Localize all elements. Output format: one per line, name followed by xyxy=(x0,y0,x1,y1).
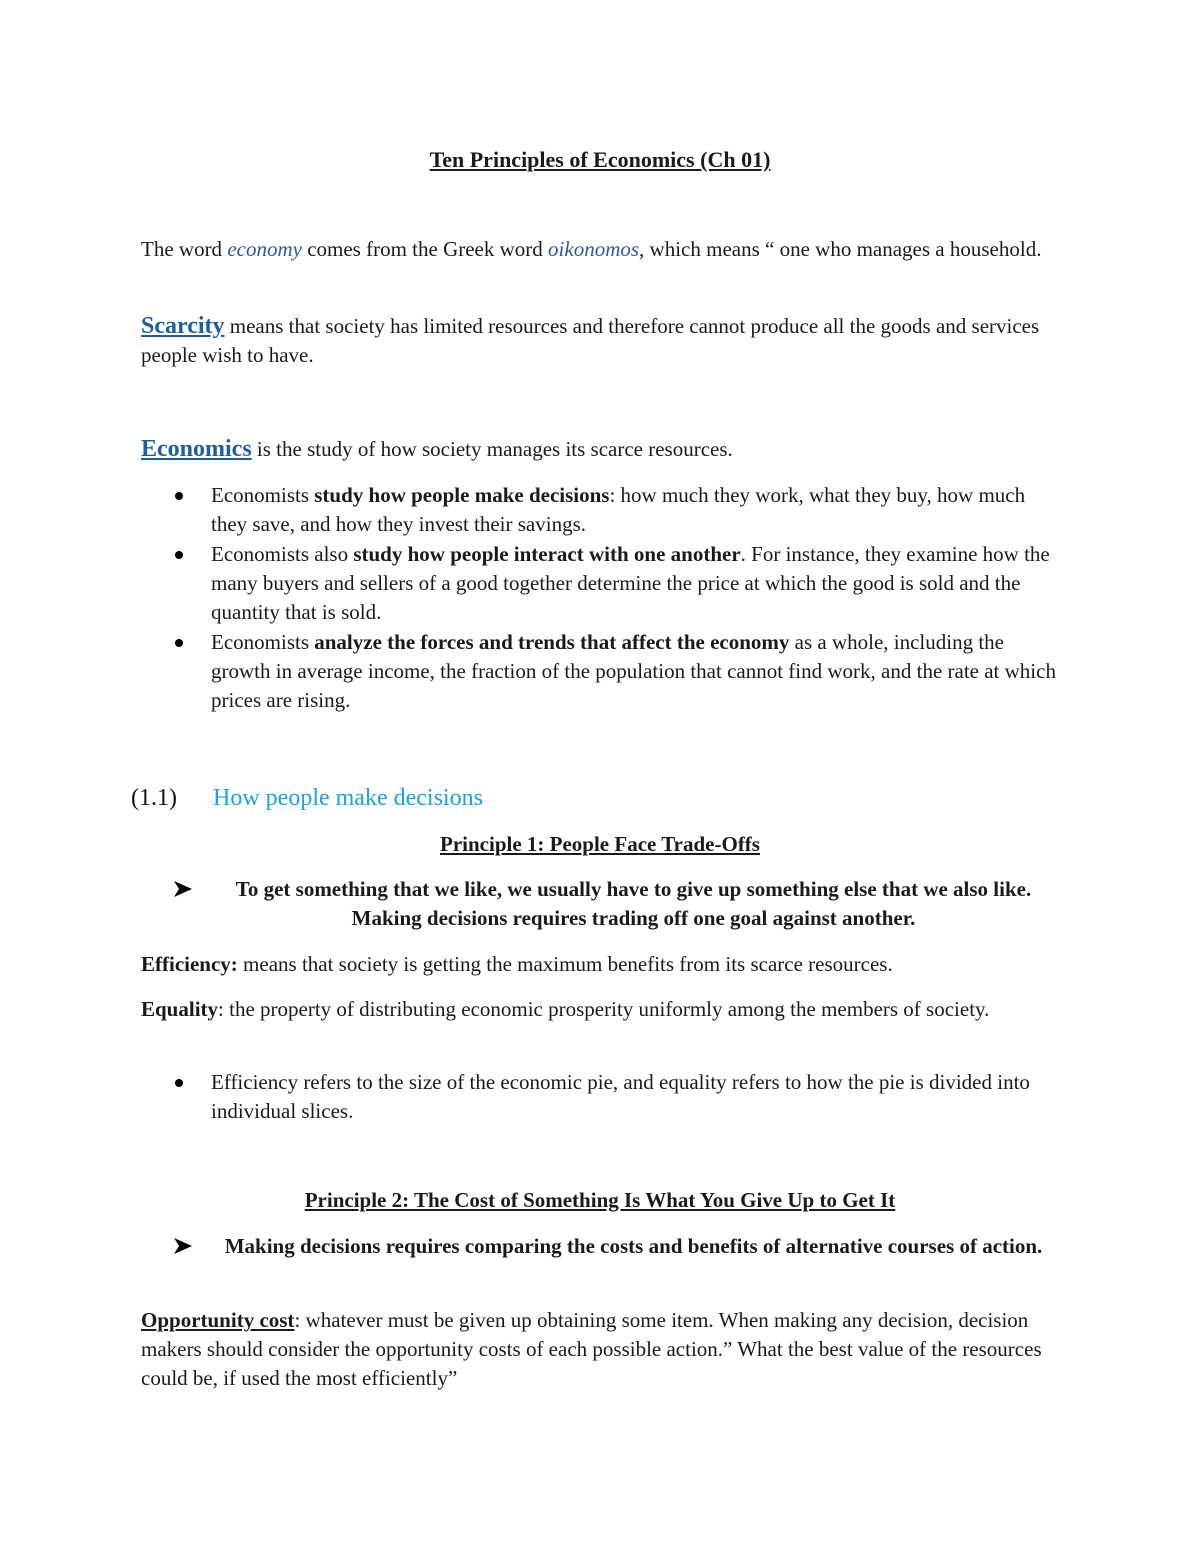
efficiency-definition: Efficiency: means that society is getting the maximum benefits from its scarce resources. xyxy=(141,952,893,976)
bullet-dot-icon xyxy=(175,639,183,647)
list-item: Economists also study how people interact with one another. For instance, they examine how the many buyers and sellers of a good together determine the price at which the good is sold and the quantity that is sold. xyxy=(141,540,1061,627)
bullet-dot-icon xyxy=(175,1079,183,1087)
principle-1-heading: Principle 1: People Face Trade-Offs xyxy=(440,832,760,856)
opportunity-cost-label: Opportunity cost xyxy=(141,1308,295,1332)
efficiency-bullet-list xyxy=(141,1068,1061,1127)
principle-2-heading: Principle 2: The Cost of Something Is What You Give Up to Get It xyxy=(304,1188,896,1212)
section-title: How people make decisions xyxy=(213,785,483,811)
equality-definition: Equality: the property of distributing economic prosperity uniformly among the members of society. xyxy=(141,997,990,1021)
principle-2-key-point: Making decisions requires comparing the costs and benefits of alternative courses of action. xyxy=(141,1232,1066,1261)
section-heading xyxy=(131,782,483,814)
list-item: Efficiency refers to the size of the economic pie, and equality refers to how the pie is divided into individual slices. xyxy=(141,1068,1061,1126)
term-economy: economy xyxy=(227,237,302,261)
equality-label: Equality xyxy=(141,997,219,1021)
list-item: Economists study how people make decisions: how much they work, what they buy, how much they save, and how they invest their savings. xyxy=(141,481,1061,539)
opportunity-cost-definition: Opportunity cost: whatever must be given up obtaining some item. When making any decision, decision makers should consider the opportunity costs of each possible action.” What the best value of the resources could be, if used the most efficiently” xyxy=(141,1308,1042,1390)
list-item: Economists analyze the forces and trends that affect the economy as a whole, including the growth in average income, the fraction of the population that cannot find work, and the rate at which prices are rising. xyxy=(141,628,1061,715)
economics-term: Economics xyxy=(141,436,252,462)
principle-1-key-point: To get something that we like, we usually have to give up something else that we also like. Making decisions requires trading off one goal against another. xyxy=(141,875,1066,933)
scarcity-definition: Scarcity means that society has limited resources and therefore cannot produce all the goods and services people wish to have. xyxy=(141,313,1040,367)
intro-paragraph: The word economy comes from the Greek word oikonomos, which means “ one who manages a household. xyxy=(141,237,1042,261)
economics-definition: Economics is the study of how society manages its scarce resources. xyxy=(141,436,733,462)
section-number: (1.1) xyxy=(131,785,177,811)
bullet-dot-icon xyxy=(175,492,183,500)
economists-bullet-list xyxy=(141,481,1061,716)
bullet-dot-icon xyxy=(175,551,183,559)
document-title: Ten Principles of Economics (Ch 01) xyxy=(429,147,771,172)
scarcity-term: Scarcity xyxy=(141,313,225,339)
efficiency-label: Efficiency: xyxy=(141,952,238,976)
arrowhead-icon xyxy=(173,880,193,898)
arrowhead-icon xyxy=(173,1237,193,1255)
term-oikonomos: oikonomos xyxy=(548,237,640,261)
